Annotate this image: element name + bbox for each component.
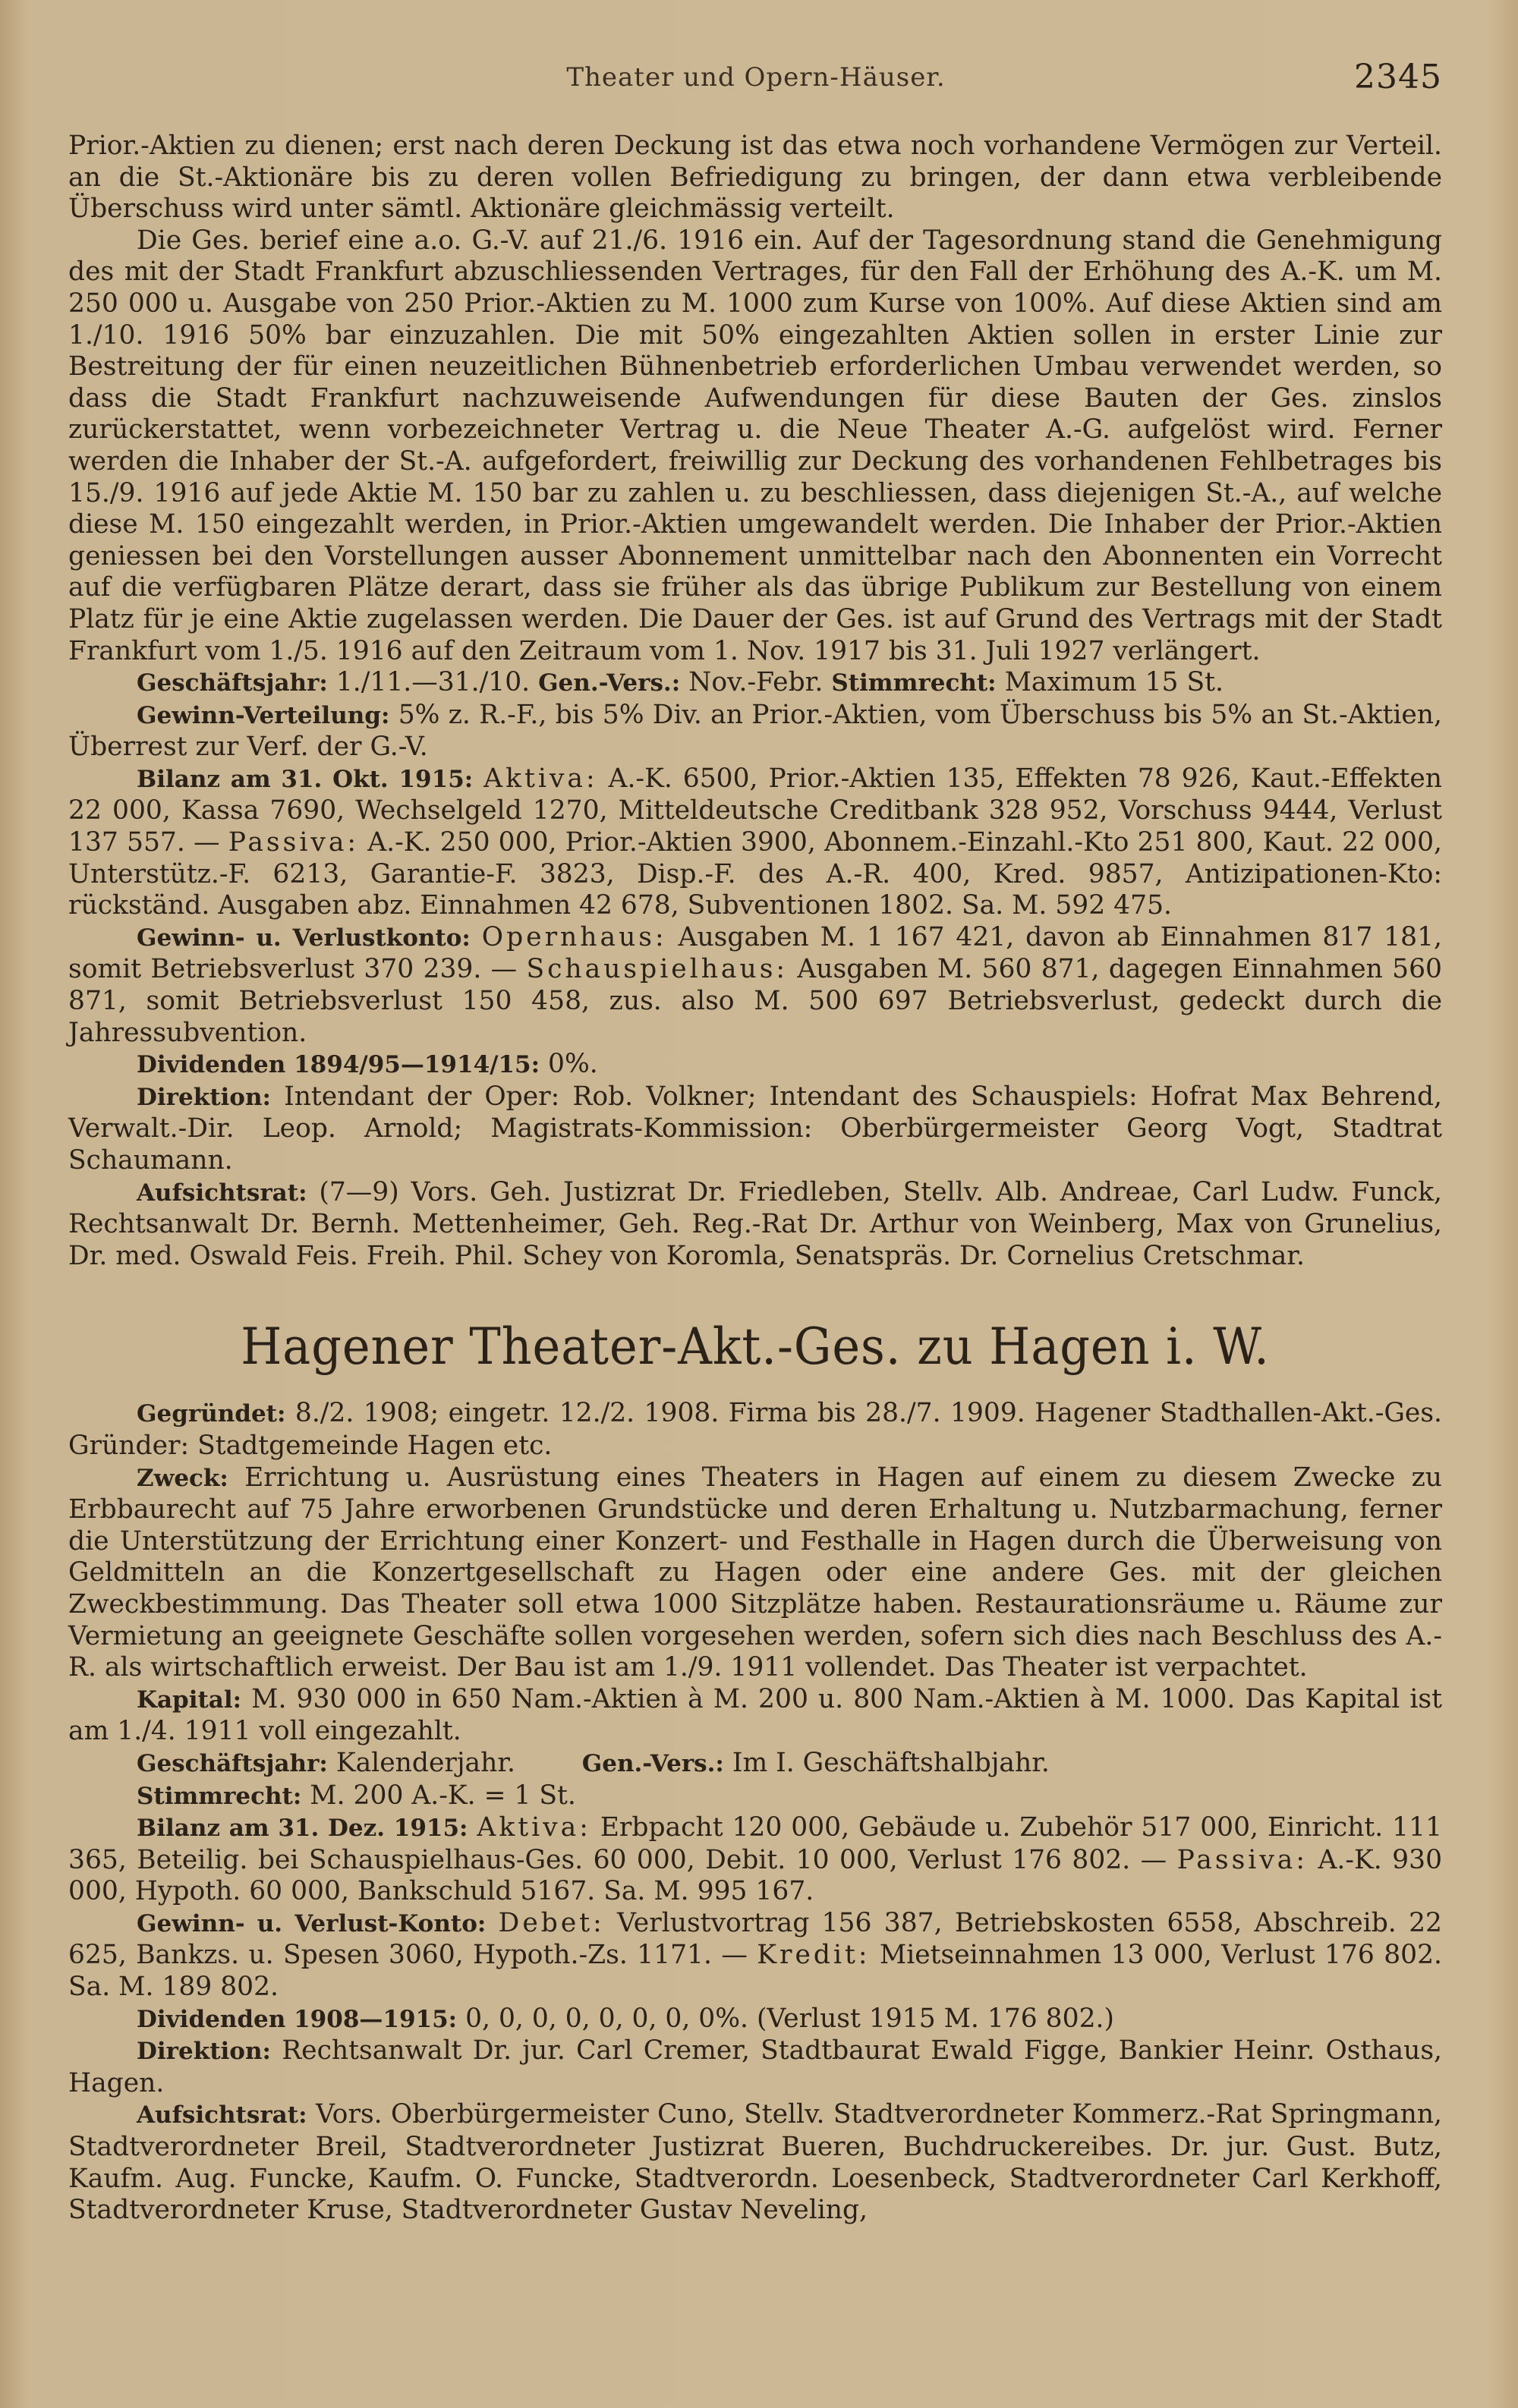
label-purpose: Zweck: — [137, 1464, 228, 1492]
label-profit-loss-2: Gewinn- u. Verlust-Konto: — [137, 1909, 487, 1937]
entry-fiscal-year-2 — [68, 1748, 1442, 1780]
value-fiscal-year-2: Kalenderjahr. — [335, 1747, 516, 1778]
page-number: 2345 — [1354, 58, 1442, 96]
entry-supervisory-board-2 — [68, 2099, 1442, 2226]
paragraph-general-meeting: Die Ges. berief eine a.o. G.-V. auf 21./6. 1916 ein. Auf der Tagesordnung stand die Genehmigung des mit der Stadt Frankfurt abzuschliessenden Vertrages, für den Fall der Erhöhung des A.-K. um M. 250 000 u. Ausgabe von 250 Prior.-Aktien zu M. 1000 zum Kurse von 100%. Auf diese Aktien sind am 1./10. 1916 50% bar einzuzahlen. Die mit 50% eingezahlten Aktien sollen in erster Linie zur Bestreitung der für einen neuzeitlichen Bühnenbetrieb erforderlichen Umbau verwendet werden, so dass die Stadt Frankfurt nachzuweisende Aufwendungen für diese Bauten der Ges. zinslos zurückerstattet, wenn vorbezeichneter Vertrag u. die Neue Theater A.-G. aufgelöst wird. Ferner werden die Inhaber der St.-A. aufgefordert, freiwillig zur Deckung des vorhandenen Fehlbetrages bis 15./9. 1916 auf jede Aktie M. 150 bar zu zahlen u. zu beschliessen, dass diejenigen St.-A., auf welche diese M. 150 eingezahlt werden, in Prior.-Aktien umgewandelt werden. Die Inhaber der Prior.-Aktien geniessen bei den Vorstellungen ausser Abonnement unmittelbar nach den Abonnenten ein Vorrecht auf die verfügbaren Plätze derart, dass sie früher als das übrige Publikum zur Bestellung von einem Platz für je eine Aktie zugelassen werden. Die Dauer der Ges. ist auf Grund des Vertrags mit der Stadt Frankfurt vom 1./5. 1916 auf den Zeitraum vom 1. Nov. 1917 bis 31. Juli 1927 verlängert. — [68, 225, 1442, 666]
value-supervisory-board: (7—9) Vors. Geh. Justizrat Dr. Friedleben, Stellv. Alb. Andreae, Carl Ludw. Funck, Rechtsanwalt Dr. Bernh. Mettenheimer, Geh. Reg.-Rat Dr. Arthur von Weinberg, Max von Grunelius, Dr. med. Oswald Feis. Freih. Phil. Schey von Koromla, Senatspräs. Dr. Cornelius Cretschmar. — [68, 1176, 1443, 1271]
label-general-meeting-2: Gen.-Vers.: — [581, 1749, 724, 1777]
entry-fiscal-year — [68, 667, 1442, 700]
page-header — [70, 47, 1442, 96]
value-dividends-2: 0, 0, 0, 0, 0, 0, 0, 0%. (Verlust 1915 M. 176 802.) — [465, 2003, 1114, 2034]
label-voting-right-2: Stimmrecht: — [137, 1782, 302, 1810]
paragraph-prior-aktien: Prior.-Aktien zu dienen; erst nach deren Deckung ist das etwa noch vorhandene Vermögen zur Verteil. an die St.-Aktionäre bis zu deren vollen Befriedigung zu bringen, der dann etwa verbleibende Überschuss wird unter sämtl. Aktionäre gleichmässig verteilt. — [68, 131, 1442, 225]
value-debit: Verlustvortrag 156 387, Betriebskosten 6558, Abschreib. 22 625, Bankzs. u. Spesen 3060, Hypoth.-Zs. 1171. — — [68, 1907, 1442, 1971]
value-credit: Mietseinnahmen 13 000, Verlust 176 802. Sa. M. 189 802. — [68, 1940, 1443, 2003]
company-title: Hagener Theater-Akt.-Ges. zu Hagen i. W. — [241, 1317, 1270, 1377]
value-assets-2: Erbpacht 120 000, Gebäude u. Zubehör 517 000, Einricht. 111 365, Beteilig. bei Schauspielhaus-Ges. 60 000, Debit. 10 000, Verlust 176 802. — — [68, 1812, 1443, 1875]
value-voting-right-2: M. 200 A.-K. = 1 St. — [310, 1780, 576, 1811]
value-supervisory-board-2: Vors. Oberbürgermeister Cuno, Stellv. Stadtverordneter Kommerz.-Rat Springmann, Stadtverordneter Breil, Stadtverordneter Justizrat Bueren, Buchdruckereibes. Dr. jur. Gust. Butz, Kaufm. Aug. Funcke, Kaufm. O. Funcke, Stadtverordn. Loesenbeck, Stadtverordneter Carl Kerkhoff, Stadtverordneter Kruse, Stadtverordneter Gustav Neveling, — [68, 2099, 1443, 2226]
value-profit-distribution: 5% z. R.-F., bis 5% Div. an Prior.-Aktien, vom Überschuss bis 5% an St.-Aktien, Überrest zur Verf. der G.-V. — [68, 699, 1442, 763]
label-supervisory-board-2: Aufsichtsrat: — [137, 2101, 307, 2129]
label-management: Direktion: — [137, 1083, 271, 1111]
label-playhouse: Schauspielhaus: — [526, 954, 789, 985]
label-fiscal-year: Geschäftsjahr: — [137, 669, 328, 697]
value-liabilities: A.-K. 250 000, Prior.-Aktien 3900, Abonnem.-Einzahl.-Kto 251 800, Kaut. 22 000, Unterstütz.-F. 6213, Garantie-F. 3823, Disp.-F. des A.-R. 400, Kred. 9857, Antizipationen-Kto: rückständ. Ausgaben abz. Einnahmen 42 678, Subventionen 1802. Sa. M. 592 475. — [68, 827, 1443, 921]
label-assets: Aktiva: — [483, 763, 598, 794]
label-balance-2: Bilanz am 31. Dez. 1915: — [137, 1815, 468, 1843]
label-dividends-2: Dividenden 1908—1915: — [137, 2005, 458, 2033]
label-general-meeting: Gen.-Vers.: — [538, 669, 681, 697]
label-liabilities: Passiva: — [228, 827, 360, 858]
label-assets-2: Aktiva: — [477, 1812, 591, 1843]
label-opera-house: Opernhaus: — [481, 921, 667, 952]
label-profit-distribution: Gewinn-Verteilung: — [137, 701, 390, 729]
entry-capital — [68, 1684, 1442, 1748]
entry-dividends-2 — [68, 2004, 1442, 2036]
value-management-2: Rechtsanwalt Dr. jur. Carl Cremer, Stadtbaurat Ewald Figge, Bankier Heinr. Osthaus, Hagen. — [68, 2035, 1442, 2098]
label-capital: Kapital: — [137, 1686, 242, 1714]
entry-management — [68, 1081, 1442, 1177]
label-liabilities-2: Passiva: — [1176, 1844, 1308, 1875]
entry-management-2 — [68, 2035, 1442, 2099]
entry-profit-loss-2 — [68, 1908, 1442, 2004]
value-liabilities-2: A.-K. 930 000, Hypoth. 60 000, Bankschuld 5167. Sa. M. 995 167. — [68, 1844, 1443, 1907]
value-playhouse: Ausgaben M. 560 871, dagegen Einnahmen 560 871, somit Betriebsverlust 150 458, zus. also M. 500 697 Betriebsverlust, gedeckt durch die Jahressubvention. — [68, 954, 1443, 1048]
label-debit: Debet: — [498, 1907, 605, 1938]
label-fiscal-year-2: Geschäftsjahr: — [137, 1749, 328, 1777]
value-opera-house: Ausgaben M. 1 167 421, davon ab Einnahmen 817 181, somit Betriebsverlust 370 239. — — [68, 921, 1442, 985]
label-profit-loss: Gewinn- u. Verlustkonto: — [137, 924, 471, 952]
value-management: Intendant der Oper: Rob. Volkner; Intendant des Schauspiels: Hofrat Max Behrend, Verwalt.-Dir. Leop. Arnold; Magistrats-Kommission: Oberbürgermeister Georg Vogt, Stadtrat Schaumann. — [68, 1081, 1442, 1176]
value-general-meeting: Nov.-Febr. — [688, 667, 824, 698]
value-voting-right: Maximum 15 St. — [1004, 667, 1224, 698]
label-balance: Bilanz am 31. Okt. 1915: — [137, 765, 474, 793]
entry-dividends — [68, 1049, 1442, 1081]
running-title: Theater und Opern-Häuser. — [566, 62, 946, 93]
value-dividends: 0%. — [548, 1049, 598, 1080]
entry-profit-distribution — [68, 700, 1442, 763]
entry-balance — [68, 763, 1442, 922]
label-management-2: Direktion: — [137, 2038, 271, 2066]
label-dividends: Dividenden 1894/95—1914/15: — [137, 1051, 540, 1079]
value-assets: A.-K. 6500, Prior.-Aktien 135, Effekten 78 926, Kaut.-Effekten 22 000, Kassa 7690, Wechselgeld 1270, Mitteldeutsche Creditbank 328 952, Vorschuss 9444, Verlust 137 557. — — [68, 763, 1443, 858]
label-supervisory-board: Aufsichtsrat: — [137, 1179, 307, 1207]
value-capital: M. 930 000 in 650 Nam.-Aktien à M. 200 u. 800 Nam.-Aktien à M. 1000. Das Kapital ist am 1./4. 1911 voll eingezahlt. — [68, 1683, 1442, 1747]
entry-profit-loss — [68, 922, 1442, 1049]
value-fiscal-year: 1./11.—31./10. — [335, 667, 531, 698]
entry-supervisory-board — [68, 1177, 1442, 1273]
entry-founded — [68, 1398, 1442, 1462]
label-founded: Gegründet: — [137, 1400, 286, 1428]
entry-balance-2 — [68, 1812, 1442, 1908]
body-text — [68, 131, 1442, 2227]
value-general-meeting-2: Im I. Geschäftshalbjahr. — [732, 1747, 1050, 1778]
value-founded: 8./2. 1908; eingetr. 12./2. 1908. Firma bis 28./7. 1909. Hagener Stadthallen-Akt.-Ges. Gründer: Stadtgemeinde Hagen etc. — [68, 1398, 1442, 1461]
entry-purpose — [68, 1462, 1442, 1684]
value-purpose: Errichtung u. Ausrüstung eines Theaters in Hagen auf einem zu diesem Zwecke zu Erbbaurecht auf 75 Jahre erworbenen Grundstücke und deren Erhaltung u. Nutzbarmachung, ferner die Unterstützung der Errichtung einer Konzert- und Festhalle in Hagen durch die Überweisung von Geldmitteln an die Konzertgesellschaft zu Hagen oder eine andere Ges. mit der gleichen Zweckbestimmung. Das Theater soll etwa 1000 Sitzplätze haben. Restaurationsräume u. Räume zur Vermietung an geeignete Geschäfte sollen vorgesehen werden, sofern sich dies nach Beschluss des A.-R. als wirtschaftlich erweist. Der Bau ist am 1./9. 1911 vollendet. Das Theater ist verpachtet. — [68, 1462, 1442, 1683]
label-voting-right: Stimmrecht: — [831, 669, 997, 697]
entry-voting-right-2 — [68, 1780, 1442, 1813]
label-credit: Kredit: — [757, 1940, 871, 1971]
